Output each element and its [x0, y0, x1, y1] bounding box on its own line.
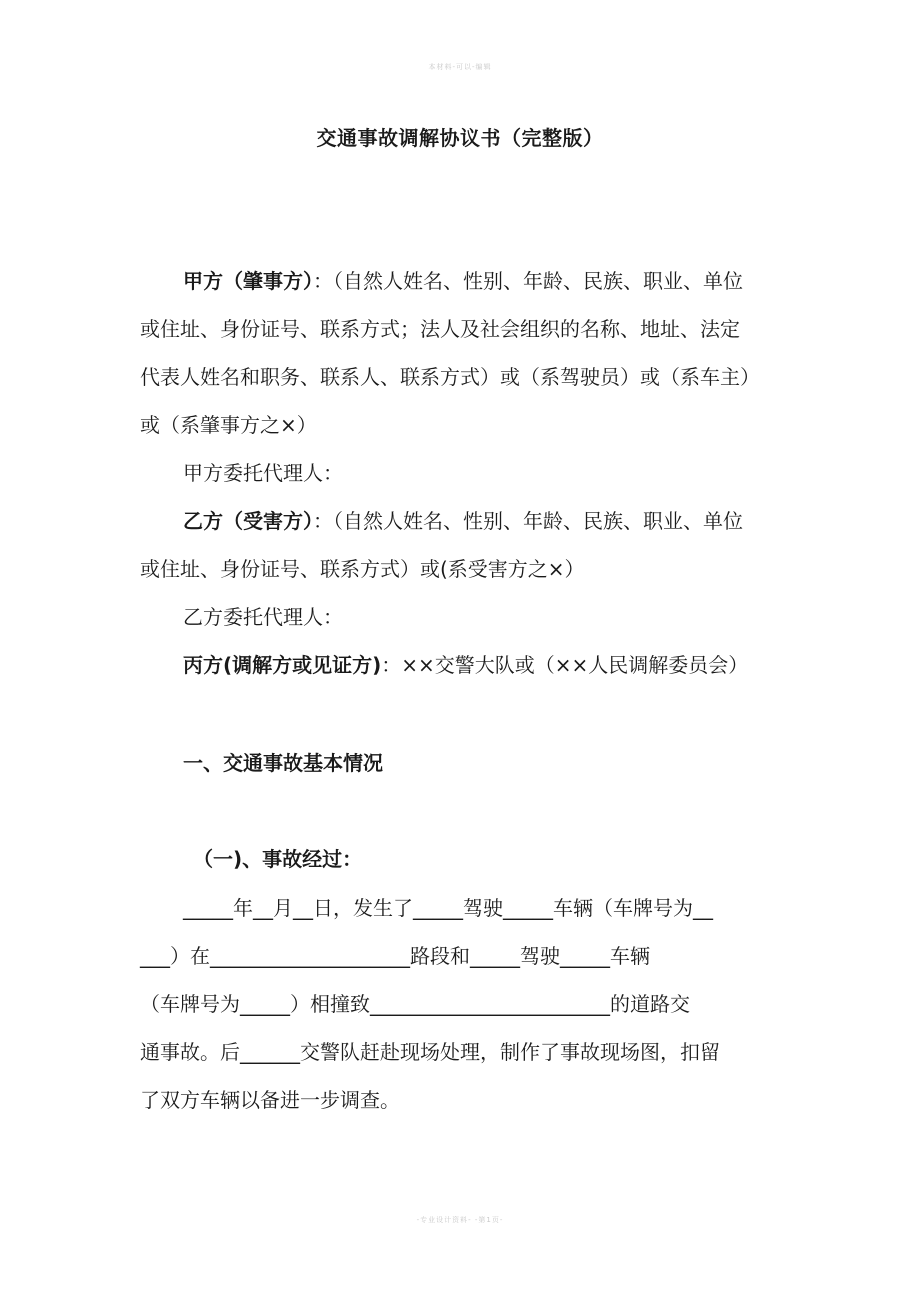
document-title: 交通事故调解协议书（完整版）	[316, 126, 604, 150]
accident-line-2: ___）在____________________路段和_____驾驶_____车辆	[140, 944, 650, 968]
section-1-heading: 一、交通事故基本情况	[183, 751, 383, 775]
party-a-line-2: 或住址、身份证号、联系方式；法人及社会组织的名称、地址、法定	[140, 317, 740, 341]
party-c-text: ：××交警大队或（××人民调解委员会）	[381, 653, 749, 677]
section-1-sub-1-heading: （一)、事故经过：	[193, 847, 363, 871]
party-a-line-4: 或（系肇事方之×）	[140, 413, 317, 437]
accident-line-4: 通事故。后______交警队赶赴现场处理，制作了事故现场图，扣留	[140, 1040, 720, 1064]
party-b-agent: 乙方委托代理人：	[183, 605, 343, 629]
party-a-label: 甲方（肇事方）	[183, 269, 313, 293]
party-b-line-2: 或住址、身份证号、联系方式）或(系受害方之×）	[140, 557, 585, 581]
accident-line-1: _____年__月__日，发生了_____驾驶_____车辆（车牌号为__	[183, 896, 713, 920]
running-header: 本材料-可以-编辑	[428, 63, 492, 71]
party-a-text-1: ：（自然人姓名、性别、年龄、民族、职业、单位	[313, 269, 743, 293]
party-b-label: 乙方（受害方）	[183, 509, 313, 533]
party-c-line	[183, 651, 793, 679]
accident-line-3: （车牌号为_____）相撞致________________________的道路交	[140, 992, 690, 1016]
party-a-agent: 甲方委托代理人：	[183, 461, 343, 485]
party-a-line-3: 代表人姓名和职务、联系人、联系方式）或（系驾驶员）或（系车主）	[140, 365, 760, 389]
party-b-line-1	[183, 507, 793, 535]
party-b-text-1: ：（自然人姓名、性别、年龄、民族、职业、单位	[313, 509, 743, 533]
running-footer: -专业设计资料- -第1页-	[416, 1216, 504, 1224]
party-a-line-1	[183, 267, 793, 295]
party-c-label: 丙方(调解方或见证方)	[183, 653, 382, 677]
accident-line-5: 了双方车辆以备进一步调查。	[140, 1088, 400, 1112]
